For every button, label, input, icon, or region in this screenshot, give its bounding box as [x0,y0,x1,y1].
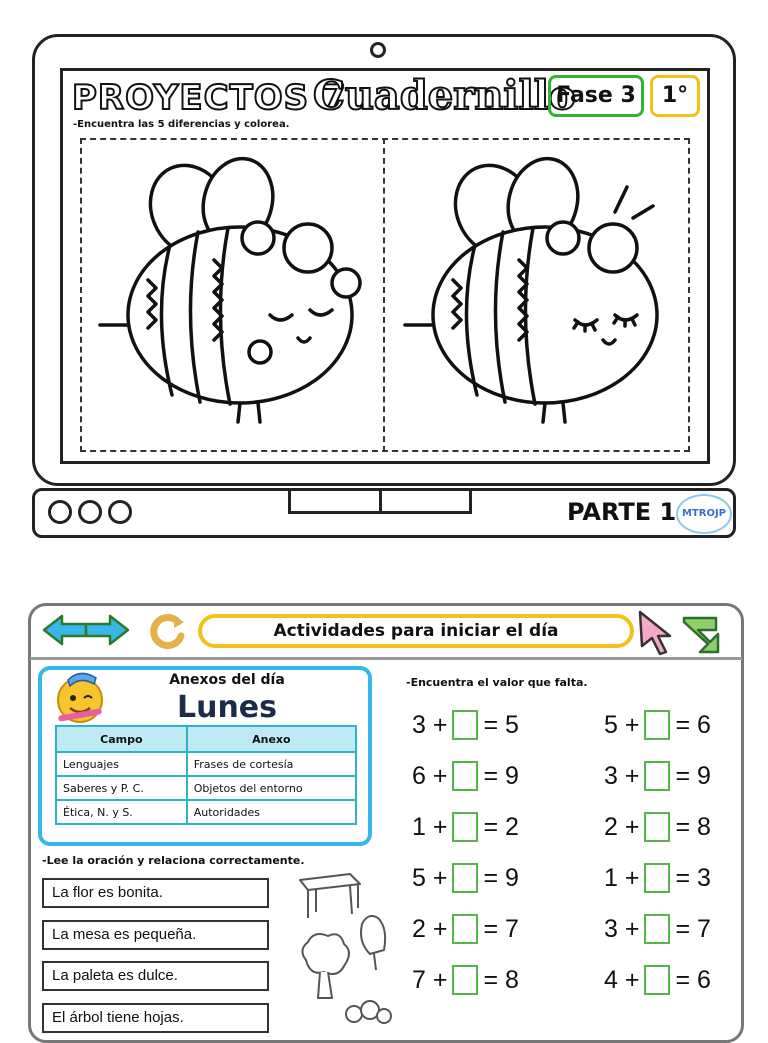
table-cell: Autoridades [187,800,356,824]
day-label: Lunes [176,690,278,725]
equation-result: = 2 [483,812,519,841]
equation-row [412,759,519,793]
answer-box[interactable] [644,812,670,842]
table-header-campo: Campo [56,726,187,752]
base-circle-3 [108,500,132,524]
camera-icon [370,42,386,58]
refresh-icon[interactable] [148,612,188,650]
answer-box[interactable] [644,965,670,995]
table-cell: Ética, N. y S. [56,800,187,824]
sentence-box[interactable]: La flor es bonita. [42,878,269,908]
equation-row [412,810,519,844]
equation-addend: 2 + [604,812,640,841]
base-circle-2 [78,500,102,524]
equation-addend: 1 + [604,863,640,892]
equation-row [604,708,711,742]
equation-addend: 4 + [604,965,640,994]
equation-addend: 3 + [412,710,448,739]
differences-instruction: -Encuentra las 5 diferencias y colorea. [73,119,290,130]
answer-box[interactable] [452,965,478,995]
equations-left [412,708,519,997]
table-cell: Lenguajes [56,752,187,776]
match-pictures [294,868,394,1024]
table-cell: Objetos del entorno [187,776,356,800]
equation-addend: 1 + [412,812,448,841]
answer-box[interactable] [452,761,478,791]
equation-row [604,810,711,844]
equation-addend: 5 + [412,863,448,892]
table-row [56,752,356,776]
answer-box[interactable] [452,914,478,944]
missing-value-instruction: -Encuentra el valor que falta. [406,676,588,689]
equation-result: = 7 [675,914,711,943]
anexos-table [55,725,357,825]
equation-addend: 3 + [604,914,640,943]
bee-right-illustration [395,150,685,440]
equation-result: = 8 [483,965,519,994]
table-cell: Frases de cortesía [187,752,356,776]
equation-row [412,912,519,946]
equation-row [604,861,711,895]
base-circle-1 [48,500,72,524]
equation-result: = 3 [675,863,711,892]
title-cuadernillo: Cuadernillo [313,72,576,119]
answer-box[interactable] [452,863,478,893]
equation-result: = 9 [675,761,711,790]
banner-title: Actividades para iniciar el día [198,614,634,648]
equation-result: = 9 [483,761,519,790]
trackpad-divider [379,488,382,514]
equation-addend: 5 + [604,710,640,739]
title-proyectos: PROYECTOS 7 [72,78,347,118]
answer-box[interactable] [452,812,478,842]
answer-box[interactable] [644,761,670,791]
cursor-icon[interactable] [636,608,676,656]
equation-result: = 5 [483,710,519,739]
answer-box[interactable] [644,914,670,944]
equation-row [412,861,519,895]
next-arrow-icon[interactable] [680,612,724,654]
equation-result: = 9 [483,863,519,892]
mtrojp-logo: MTROJP [676,494,732,534]
worksheet-header-line [30,657,742,660]
sentence-box[interactable]: La paleta es dulce. [42,961,269,991]
fase-badge: Fase 3 [548,75,644,117]
equation-addend: 2 + [412,914,448,943]
tree-illustration [302,934,349,974]
sentences-instruction: -Lee la oración y relaciona correctamente. [42,854,305,867]
table-row [56,776,356,800]
table-row [56,800,356,824]
popsicle-illustration [361,916,385,954]
equation-result: = 6 [675,965,711,994]
answer-box[interactable] [644,710,670,740]
equation-row [412,708,519,742]
differences-divider [383,138,385,452]
equations-right [604,708,711,997]
anexos-label: Anexos del día [169,672,285,688]
table-header-anexo: Anexo [187,726,356,752]
equation-addend: 3 + [604,761,640,790]
bee-left-illustration [90,150,380,440]
equation-row [604,759,711,793]
back-arrow-icon[interactable] [40,612,132,648]
emoji-icon [50,668,112,726]
equation-addend: 7 + [412,965,448,994]
equation-result: = 8 [675,812,711,841]
grade-badge: 1° [650,75,700,117]
answer-box[interactable] [644,863,670,893]
equation-result: = 7 [483,914,519,943]
sentence-box[interactable]: La mesa es pequeña. [42,920,269,950]
sentence-box[interactable]: El árbol tiene hojas. [42,1003,269,1033]
table-cell: Saberes y P. C. [56,776,187,800]
parte-label: PARTE 1 [567,498,677,526]
equation-row [604,912,711,946]
equation-result: = 6 [675,710,711,739]
answer-box[interactable] [452,710,478,740]
equation-addend: 6 + [412,761,448,790]
equation-row [412,963,519,997]
equation-row [604,963,711,997]
